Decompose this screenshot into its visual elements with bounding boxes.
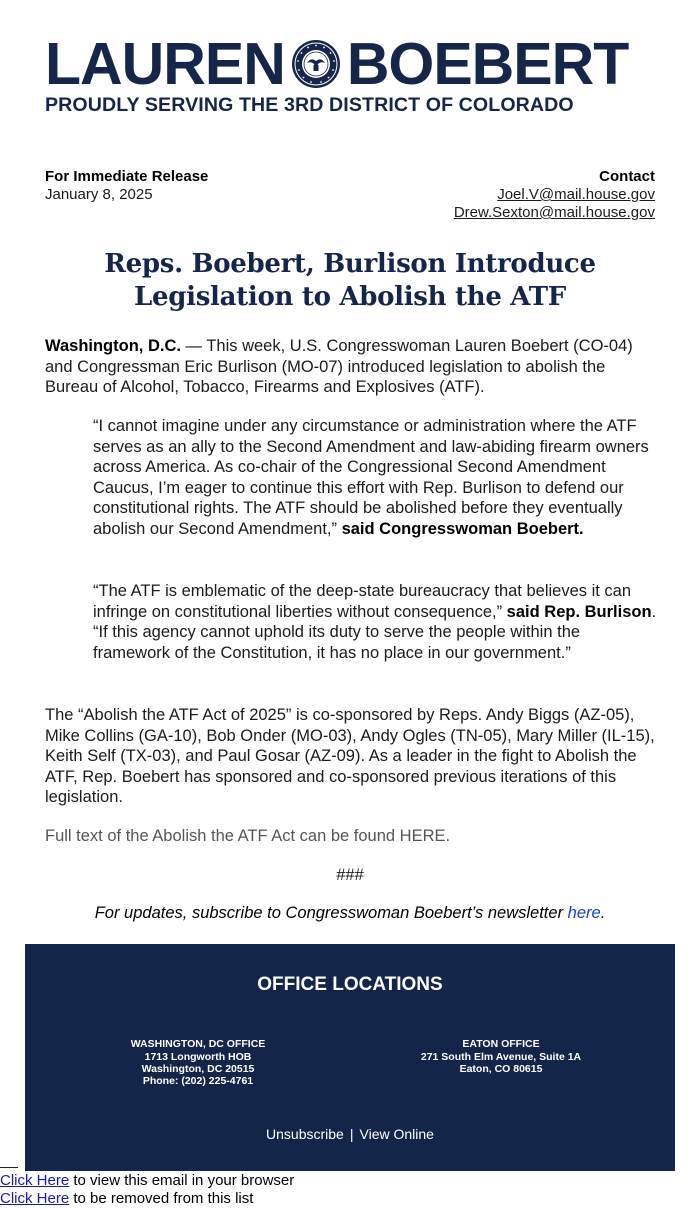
contact-label: Contact (599, 168, 655, 185)
quote-burlison-text-b: . “If this agency cannot uphold its duty to serve the people within the framework of the Constitution, it has no place in our government.” (93, 602, 657, 662)
subscribe-line (45, 904, 655, 923)
brand-line (45, 31, 655, 97)
subscribe-period: . (600, 904, 606, 922)
view-in-browser-text: to view this email in your browser (69, 1172, 295, 1189)
contact-info (454, 168, 655, 222)
intro-text: — This week, U.S. Congresswoman Lauren Boebert (CO-04) and Congressman Eric Burlison (MO-07) introduced legislation to abolish the Bureau of Alcohol, Tobacco, Firearms and Explosives (ATF). (45, 337, 633, 397)
view-online-link[interactable]: View Online (359, 1126, 434, 1142)
quote-burlison-attribution: said Rep. Burlison (506, 602, 652, 621)
house-seal-icon (291, 39, 341, 89)
subscribe-text: For updates, subscribe to Congresswoman Boebert’s newsletter (94, 904, 568, 922)
remove-from-list-line (0, 1190, 294, 1208)
office-dc-line2: Washington, DC 20515 (141, 1063, 255, 1075)
office-eaton (376, 1038, 626, 1075)
view-in-browser-line (0, 1172, 294, 1190)
remove-from-list-link[interactable]: Click Here (0, 1190, 70, 1207)
bottom-links (0, 1172, 294, 1208)
divider (0, 1167, 18, 1168)
intro-paragraph (45, 336, 657, 398)
office-eaton-name: EATON OFFICE (462, 1038, 540, 1050)
quote-burlison (93, 581, 659, 663)
masthead (45, 31, 655, 117)
remove-from-list-text: to be removed from this list (69, 1190, 254, 1207)
office-dc-line1: 1713 Longworth HOB (144, 1051, 252, 1063)
tagline: PROUDLY SERVING THE 3RD DISTRICT OF COLORADO (45, 94, 574, 116)
office-dc-phone: Phone: (202) 225-4761 (142, 1075, 254, 1087)
fulltext-text: Full text of the Abolish the ATF Act can be found (45, 827, 400, 845)
fulltext-period: . (445, 827, 451, 845)
office-locations-footer (25, 944, 675, 1171)
cosponsors-paragraph: The “Abolish the ATF Act of 2025” is co-sponsored by Reps. Andy Biggs (AZ-05), Mike Collins (GA-10), Bob Onder (MO-03), Andy Ogles (TN-05), Mary Miller (IL-15), Keith Self (TX-03), and Paul Gosar (AZ-09). As a leader in the fight to Abolish the ATF, Rep. Boebert has sponsored and co-sponsored previous iterations of this legislation. (45, 706, 655, 807)
quote-boebert (93, 416, 659, 540)
view-in-browser-link[interactable]: Click Here (0, 1172, 70, 1189)
office-eaton-line2: Eaton, CO 80615 (459, 1063, 543, 1075)
dateline: Washington, D.C. (45, 337, 181, 355)
release-date: January 8, 2025 (45, 186, 153, 203)
end-mark: ### (336, 866, 364, 884)
office-dc (73, 1038, 323, 1087)
newsletter-here-link[interactable]: here (567, 904, 601, 922)
release-label: For Immediate Release (45, 168, 209, 185)
office-locations-heading: OFFICE LOCATIONS (257, 974, 443, 995)
contact-email-drew[interactable]: Drew.Sexton@mail.house.gov (453, 204, 655, 221)
office-dc-name: WASHINGTON, DC OFFICE (130, 1038, 266, 1050)
quote-boebert-text: “I cannot imagine under any circumstance or administration where the ATF serves as an ally to the Second Amendment and law-abiding firearm owners across America. As co-chair of the Congressional Second Amendment Caucus, I’m eager to continue this effort with Rep. Burlison to defend our constitutional rights. The ATF should be abolished before they eventually abolish our Second Amendment,” (93, 417, 649, 538)
brand-last-name: BOEBERT (346, 31, 629, 97)
fulltext-paragraph (45, 826, 657, 847)
headline: Reps. Boebert, Burlison Introduce Legislation to Abolish the ATF (104, 249, 596, 312)
footer-links (25, 1126, 675, 1142)
contact-email-joel[interactable]: Joel.V@mail.house.gov (497, 186, 655, 203)
quote-burlison-text-a: “The ATF is emblematic of the deep-state bureaucracy that believes it can infringe on constitutional liberties without consequence,” (93, 582, 632, 621)
office-eaton-line1: 271 South Elm Avenue, Suite 1A (420, 1051, 582, 1063)
release-info (45, 168, 208, 204)
quote-boebert-attribution: said Congresswoman Boebert. (341, 519, 584, 538)
unsubscribe-link[interactable]: Unsubscribe (266, 1126, 344, 1142)
brand-first-name: LAUREN (45, 31, 285, 97)
fulltext-here-link[interactable]: HERE (399, 827, 446, 845)
footer-separator: | (349, 1126, 354, 1142)
